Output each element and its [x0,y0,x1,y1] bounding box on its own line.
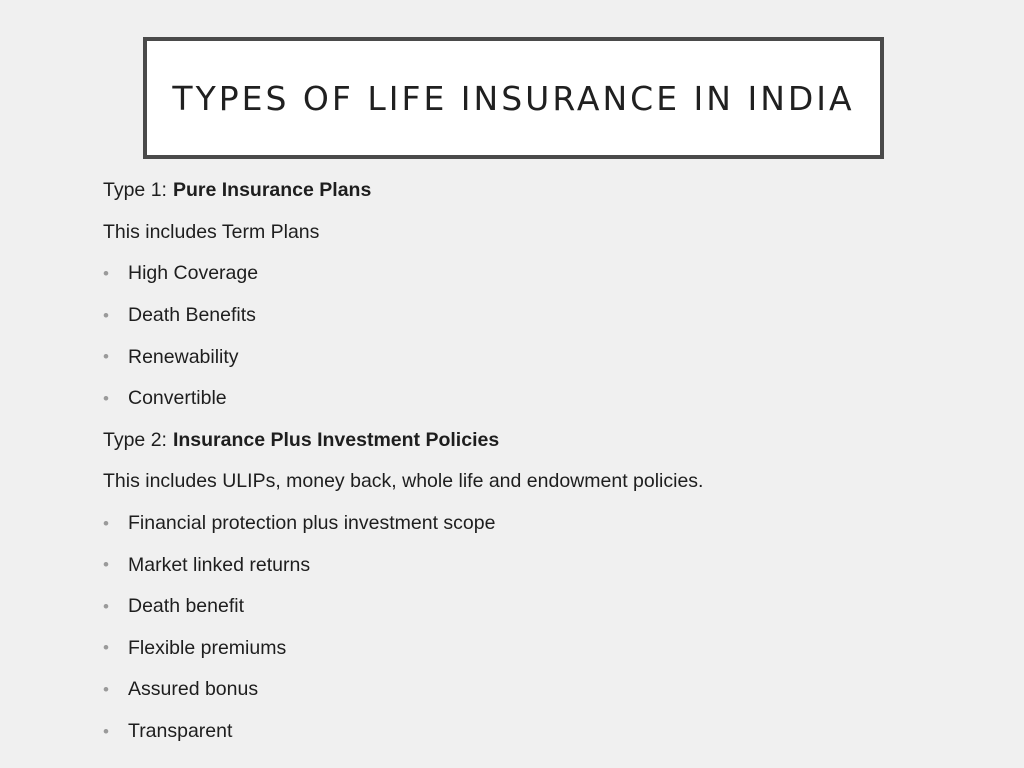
section-2-description: This includes ULIPs, money back, whole life and endowment policies. [103,470,704,493]
bullet-icon: • [103,596,109,616]
bullet-item [103,295,983,337]
bullet-item [103,378,983,420]
bullet-text: Renewability [128,345,239,368]
bullet-icon: • [103,555,109,575]
section-2-name: Insurance Plus Investment Policies [172,428,500,451]
section-2-heading [103,420,983,462]
bullet-item [103,669,983,711]
bullet-text: Assured bonus [128,678,259,701]
bullet-icon: • [103,638,109,658]
bullet-item [103,544,983,586]
bullet-text: Death benefit [128,595,245,618]
bullet-text: High Coverage [128,262,259,285]
bullet-text: Market linked returns [128,553,311,576]
bullet-item [103,628,983,670]
bullet-icon: • [103,263,109,283]
bullet-item [103,336,983,378]
bullet-text: Transparent [128,720,233,743]
bullet-text: Convertible [128,387,227,410]
section-1-description: This includes Term Plans [103,220,320,243]
bullet-icon: • [103,388,109,408]
bullet-icon: • [103,305,109,325]
bullet-text: Flexible premiums [128,636,287,659]
bullet-icon: • [103,679,109,699]
bullet-text: Death Benefits [128,304,256,327]
bullet-icon: • [103,513,109,533]
section-1-heading [103,170,983,212]
section-1-name: Pure Insurance Plans [172,179,372,202]
slide-body [103,170,983,752]
bullet-item [103,586,983,628]
bullet-item [103,503,983,545]
bullet-text: Financial protection plus investment scope [128,512,496,535]
slide-title: TYPES OF LIFE INSURANCE IN INDIA [172,78,855,118]
section-2-prefix: Type 2: [103,428,167,451]
bullet-item [103,253,983,295]
bullet-icon: • [103,347,109,367]
slide-title-box [143,37,884,159]
bullet-icon: • [103,721,109,741]
section-1-prefix: Type 1: [103,179,167,202]
bullet-item [103,711,983,753]
